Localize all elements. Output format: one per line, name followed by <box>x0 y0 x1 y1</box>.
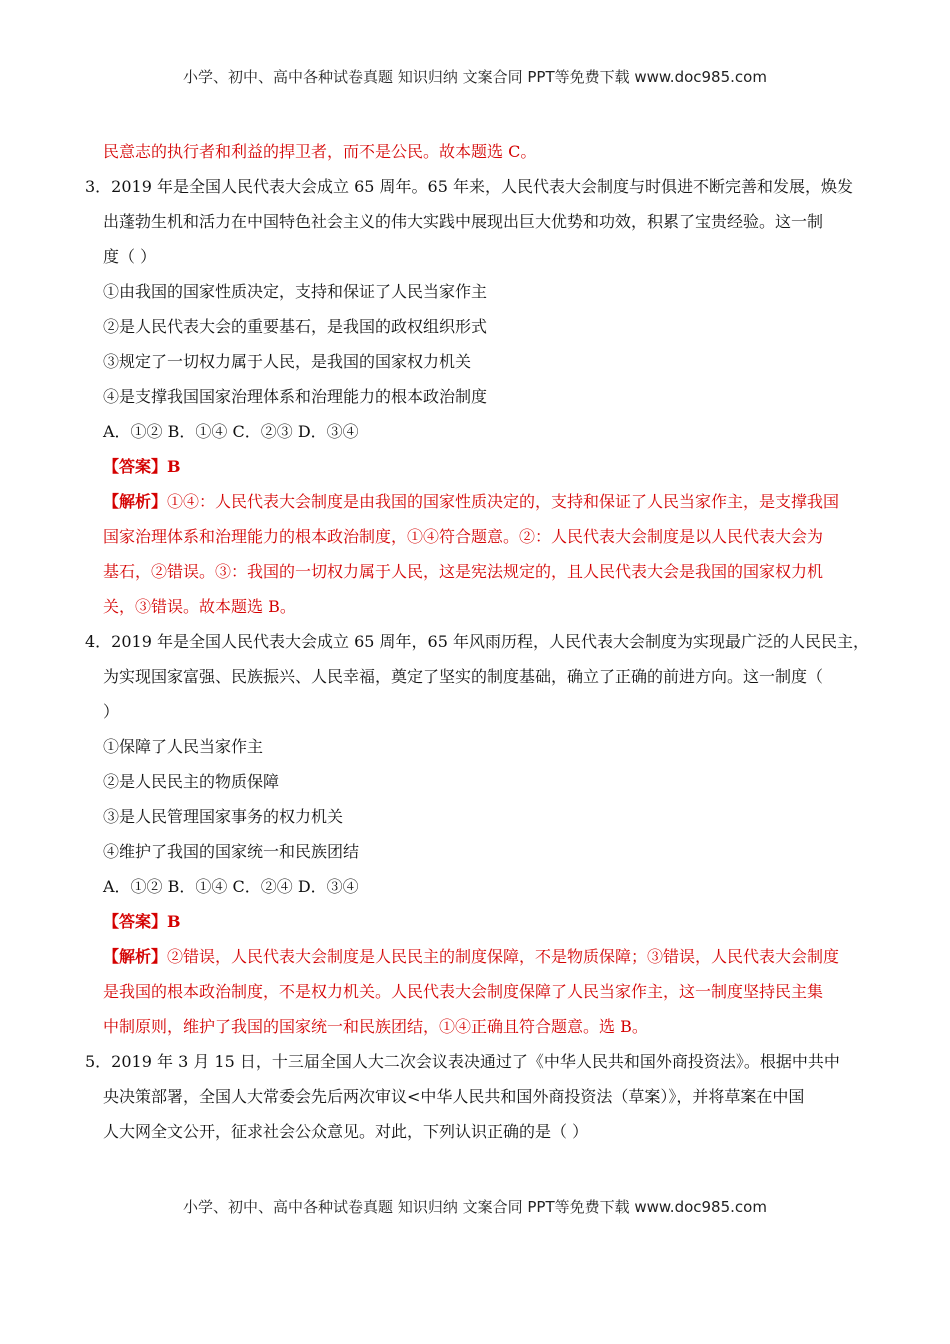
q4-option-2: ②是人民民主的物质保障 <box>103 772 280 791</box>
analysis-text: ①④：人民代表大会制度是由我国的国家性质决定的，支持和保证了人民当家作主，是支撑我国 <box>167 492 840 511</box>
answer-value: B <box>167 457 181 476</box>
q3-option-1: ①由我国的国家性质决定，支持和保证了人民当家作主 <box>103 282 488 301</box>
document-body <box>85 134 873 1149</box>
page-footer: 小学、初中、高中各种试卷真题 知识归纳 文案合同 PPT等免费下载 www.doc985.com <box>183 1198 767 1216</box>
q4-stem-line-3: ） <box>103 702 120 721</box>
q3-analysis-line-2: 国家治理体系和治理能力的根本政治制度，①④符合题意。②：人民代表大会制度是以人民代表大会为 <box>103 527 824 546</box>
answer-value: B <box>167 912 181 931</box>
q5-stem-line-1: 5．2019 年 3 月 15 日，十三届全国人大二次会议表决通过了《中华人民共和国外商投资法》。根据中共中 <box>85 1052 840 1071</box>
q3-analysis-line-4: 关，③错误。故本题选 B。 <box>103 597 296 616</box>
q4-option-3: ③是人民管理国家事务的权力机关 <box>103 807 344 826</box>
q3-option-2: ②是人民代表大会的重要基石，是我国的政权组织形式 <box>103 317 488 336</box>
q5-stem-line-2: 央决策部署，全国人大常委会先后两次审议<中华人民共和国外商投资法（草案）》，并将草案在中国 <box>103 1087 805 1106</box>
q4-analysis-line-1 <box>103 939 873 974</box>
analysis-tag: 【解析】 <box>103 947 168 966</box>
analysis-text: ②错误，人民代表大会制度是人民民主的制度保障，不是物质保障；③错误，人民代表大会制度 <box>167 947 840 966</box>
q4-stem-line-2: 为实现国家富强、民族振兴、人民幸福，奠定了坚实的制度基础，确立了正确的前进方向。这一制度（ <box>103 667 824 686</box>
q5-stem-line-3: 人大网全文公开，征求社会公众意见。对此，下列认识正确的是（ ） <box>103 1122 589 1141</box>
q3-answer <box>103 449 873 484</box>
analysis-tag: 【解析】 <box>103 492 168 511</box>
q3-choices: A．①② B．①④ C．②③ D．③④ <box>103 422 359 441</box>
q3-analysis-line-1 <box>103 484 873 519</box>
carryover-analysis: 民意志的执行者和利益的捍卫者，而不是公民。故本题选 C。 <box>103 142 537 161</box>
q3-stem-line-2: 出蓬勃生机和活力在中国特色社会主义的伟大实践中展现出巨大优势和功效，积累了宝贵经验。这一制 <box>103 212 824 231</box>
q4-analysis-line-3: 中制原则，维护了我国的国家统一和民族团结，①④正确且符合题意。选 B。 <box>103 1017 648 1036</box>
q3-stem-line-3: 度（ ） <box>103 247 157 266</box>
q3-option-3: ③规定了一切权力属于人民，是我国的国家权力机关 <box>103 352 472 371</box>
q4-option-4: ④维护了我国的国家统一和民族团结 <box>103 842 360 861</box>
q4-answer <box>103 904 873 939</box>
q4-option-1: ①保障了人民当家作主 <box>103 737 264 756</box>
q4-stem-line-1: 4．2019 年是全国人民代表大会成立 65 周年，65 年风雨历程，人民代表大会制度为实现最广泛的人民民主， <box>85 632 869 651</box>
q3-analysis-line-3: 基石，②错误。③：我国的一切权力属于人民，这是宪法规定的，且人民代表大会是我国的国家权力机 <box>103 562 824 581</box>
page-header: 小学、初中、高中各种试卷真题 知识归纳 文案合同 PPT等免费下载 www.doc985.com <box>183 68 767 86</box>
q3-stem-line-1: 3．2019 年是全国人民代表大会成立 65 周年。65 年来，人民代表大会制度与时俱进不断完善和发展，焕发 <box>85 177 853 196</box>
answer-tag: 【答案】 <box>103 457 168 476</box>
q3-option-4: ④是支撑我国国家治理体系和治理能力的根本政治制度 <box>103 387 488 406</box>
q4-analysis-line-2: 是我国的根本政治制度，不是权力机关。人民代表大会制度保障了人民当家作主，这一制度坚持民主集 <box>103 982 824 1001</box>
q4-choices: A．①② B．①④ C．②④ D．③④ <box>103 877 359 896</box>
answer-tag: 【答案】 <box>103 912 168 931</box>
